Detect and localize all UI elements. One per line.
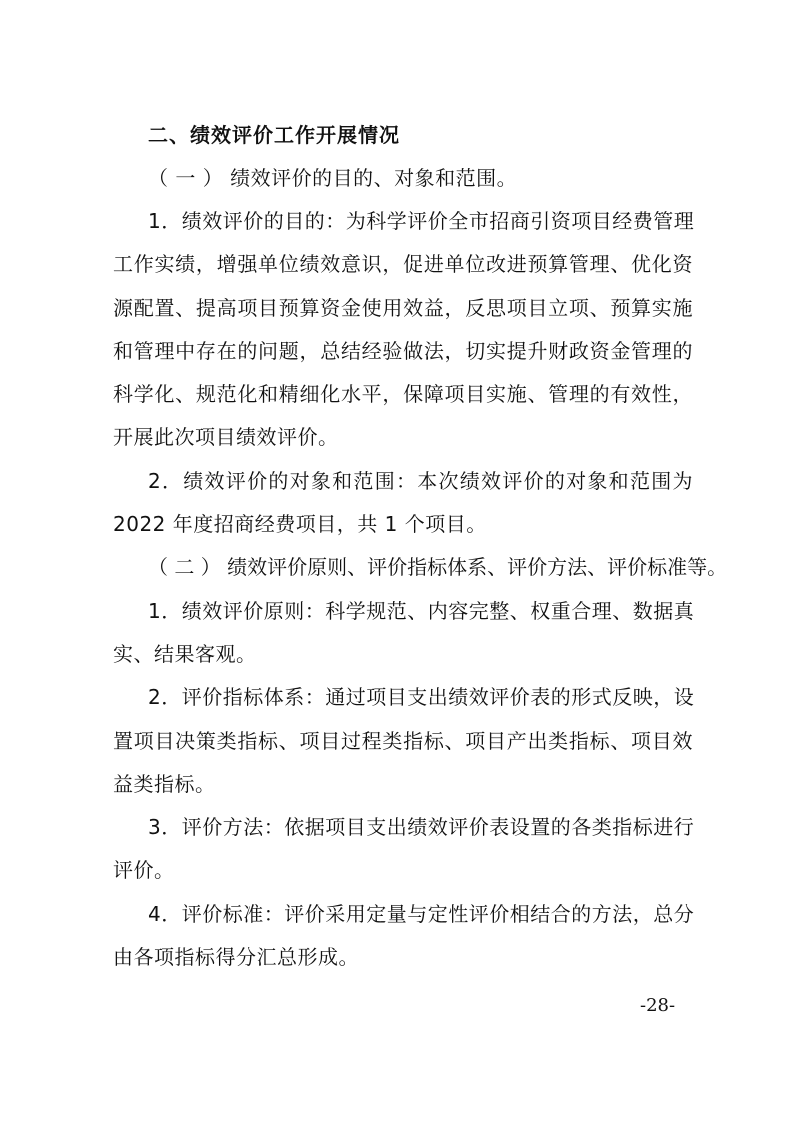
paragraph-line: 开展此次项目绩效评价。: [113, 425, 339, 449]
paragraph-line: 1．绩效评价的目的：为科学评价全市招商引资项目经费管理: [148, 209, 695, 233]
paragraph-line: 2．评价指标体系：通过项目支出绩效评价表的形式反映，设: [148, 685, 695, 709]
paragraph-line: 实、结果客观。: [113, 642, 257, 666]
paragraph-line: 置项目决策类指标、项目过程类指标、项目产出类指标、项目效: [113, 729, 693, 753]
paragraph-line: 2．绩效评价的对象和范围：本次绩效评价的对象和范围为: [148, 469, 693, 493]
paragraph-line: 1．绩效评价原则：科学规范、内容完整、权重合理、数据真: [148, 599, 695, 623]
subsection-heading: （ 二 ） 绩效评价原则、评价指标体系、评价方法、评价标准等。: [148, 555, 728, 579]
paragraph-line: 2022 年度招商经费项目，共 1 个项目。: [113, 512, 487, 536]
section-heading: 二、绩效评价工作开展情况: [148, 123, 400, 147]
paragraph-line: 由各项指标得分汇总形成。: [113, 945, 359, 969]
paragraph-line: 3．评价方法：依据项目支出绩效评价表设置的各类指标进行: [148, 815, 695, 839]
paragraph-line: 和管理中存在的问题，总结经验做法，切实提升财政资金管理的: [113, 339, 693, 363]
paragraph-line: 源配置、提高项目预算资金使用效益，反思项目立项、预算实施: [113, 296, 693, 320]
paragraph-line: 工作实绩，增强单位绩效意识，促进单位改进预算管理、优化资: [113, 252, 693, 276]
paragraph-line: 4．评价标准：评价采用定量与定性评价相结合的方法，总分: [148, 902, 695, 926]
paragraph-line: 评价。: [113, 858, 175, 882]
paragraph-line: 科学化、规范化和精细化水平，保障项目实施、管理的有效性，: [113, 382, 693, 406]
subsection-heading: （ 一 ） 绩效评价的目的、对象和范围。: [148, 166, 518, 190]
paragraph-line: 益类指标。: [113, 772, 216, 796]
page-number: -28-: [640, 995, 676, 1016]
